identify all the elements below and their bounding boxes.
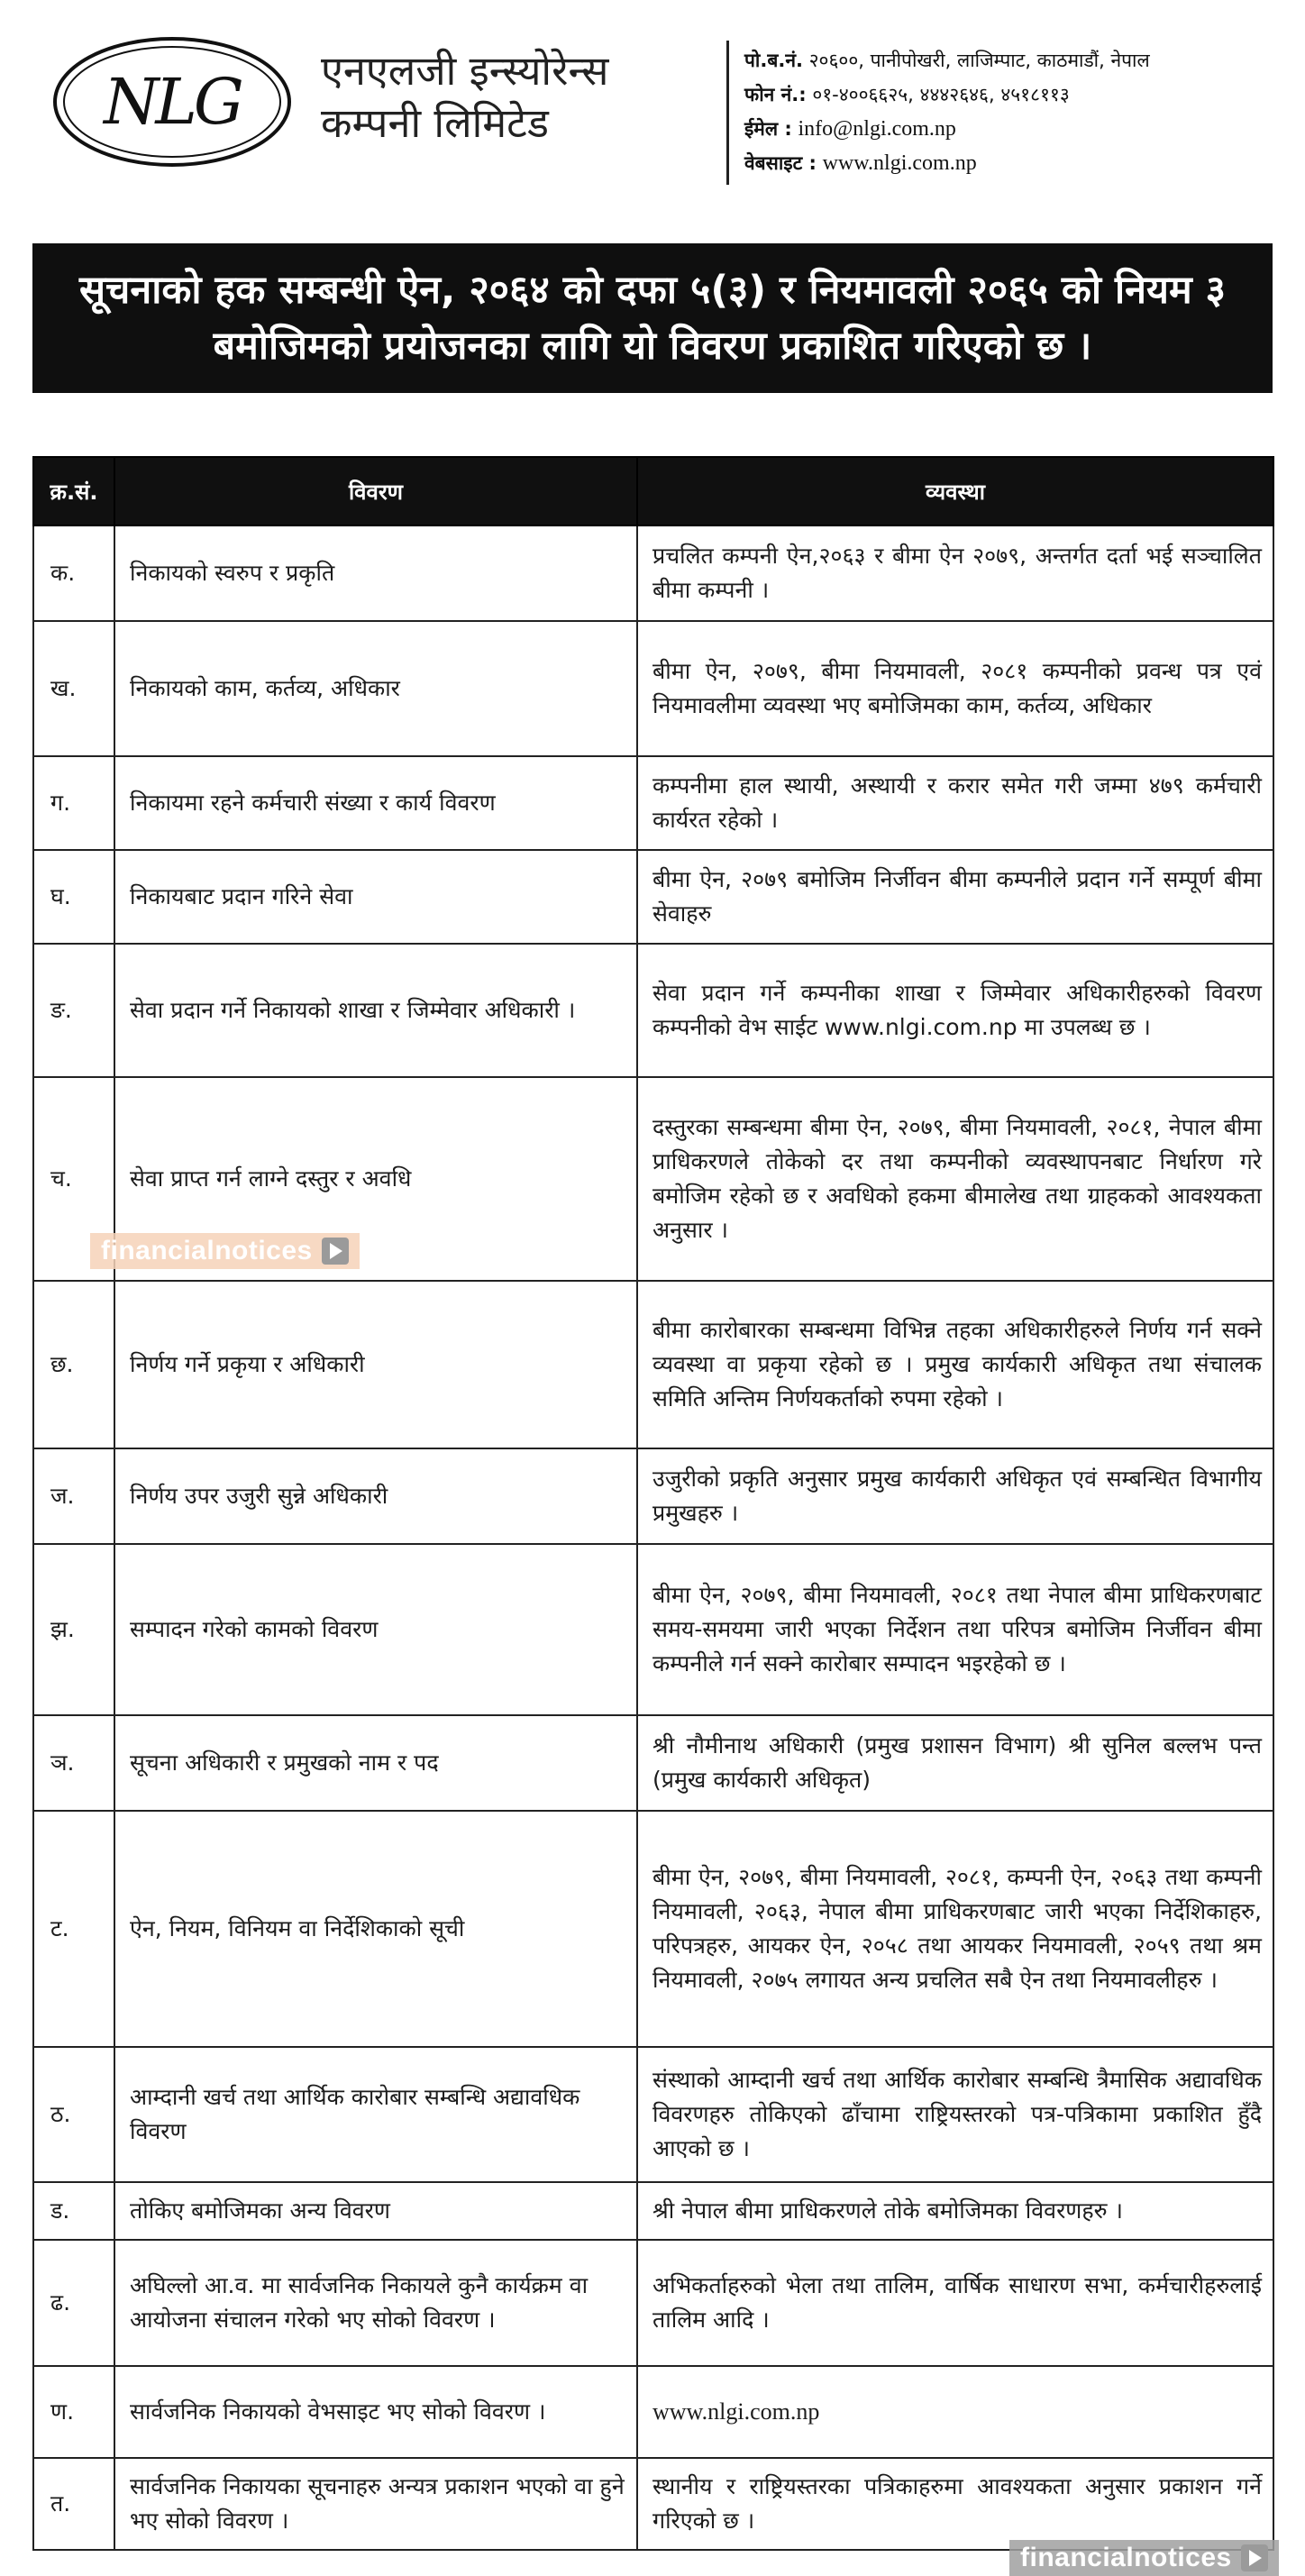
- table-row: [33, 944, 1273, 1077]
- table-row: [33, 2366, 1273, 2458]
- row-serial: छ.: [33, 1281, 114, 1448]
- row-description: सेवा प्रदान गर्ने निकायको शाखा र जिम्मेवार अधिकारी ।: [114, 944, 637, 1077]
- row-serial: झ.: [33, 1544, 114, 1715]
- watermark: [90, 1233, 360, 1269]
- watermark-text: financialnotices: [1020, 2543, 1232, 2572]
- row-serial: त.: [33, 2458, 114, 2550]
- row-arrangement: श्री नेपाल बीमा प्राधिकरणले तोके बमोजिमका विवरणहरु ।: [637, 2182, 1273, 2240]
- row-description: निर्णय गर्ने प्रकृया र अधिकारी: [114, 1281, 637, 1448]
- row-serial: ढ.: [33, 2240, 114, 2366]
- row-arrangement: बीमा ऐन, २०७९, बीमा नियमावली, २०८१ तथा नेपाल बीमा प्राधिकरणबाट समय-समयमा जारी भएका निर्देशन तथा परिपत्र बमोजिम निर्जीवन बीमा कम्पनीले गर्न सक्ने कारोबार सम्पादन भइरहेको छ ।: [637, 1544, 1273, 1715]
- table-row: [33, 2240, 1273, 2366]
- watermark-text: financialnotices: [101, 1236, 313, 1265]
- contact-label: वेबसाइट :: [744, 152, 817, 174]
- banner-title: सूचनाको हक सम्बन्धी ऐन, २०६४ को दफा ५(३) र नियमावली २०६५ को नियम ३ बमोजिमको प्रयोजनका लागि यो विवरण प्रकाशित गरिएको छ ।: [78, 268, 1227, 369]
- row-arrangement: दस्तुरका सम्बन्धमा बीमा ऐन, २०७९, बीमा नियमावली, २०८१, नेपाल बीमा प्राधिकरणले तोकेको दर तथा कम्पनीको व्यवस्थापनबाट निर्धारण गरे बमोजिम रहेको छ र अवधिको हकमा बीमालेख तथा ग्राहकको आवश्यकता अनुसार ।: [637, 1077, 1273, 1281]
- email-link[interactable]: info@nlgi.com.np: [798, 117, 956, 141]
- contact-value: ०१-४००६६२५, ४४४२६४६, ४५१८११३: [812, 84, 1070, 105]
- title-banner: [32, 243, 1273, 393]
- row-description: सूचना अधिकारी र प्रमुखको नाम र पद: [114, 1715, 637, 1811]
- table-row: [33, 1544, 1273, 1715]
- row-arrangement: सेवा प्रदान गर्ने कम्पनीका शाखा र जिम्मेवार अधिकारीहरुको विवरण कम्पनीको वेभ साईट www.nlgi.com.np मा उपलब्ध छ ।: [637, 944, 1273, 1077]
- header-divider: [726, 41, 729, 185]
- row-serial: ड.: [33, 2182, 114, 2240]
- row-serial: ट.: [33, 1811, 114, 2047]
- company-logo: [50, 34, 294, 169]
- row-description: निर्णय उपर उजुरी सुन्ने अधिकारी: [114, 1448, 637, 1544]
- company-name-line2: कम्पनी लिमिटेड: [321, 99, 549, 147]
- row-serial: ख.: [33, 621, 114, 756]
- contact-email: [744, 112, 1276, 146]
- row-serial: घ.: [33, 850, 114, 944]
- header-serial: क्र.सं.: [33, 457, 114, 525]
- row-serial: च.: [33, 1077, 114, 1281]
- table-row: [33, 1715, 1273, 1811]
- table-header-row: [33, 457, 1273, 525]
- table-row: [33, 525, 1273, 621]
- row-arrangement: बीमा ऐन, २०७९, बीमा नियमावली, २०८१ कम्पनीको प्रवन्ध पत्र एवं नियमावलीमा व्यवस्था भए बमोजिमका काम, कर्तव्य, अधिकार: [637, 621, 1273, 756]
- table-row: [33, 2458, 1273, 2550]
- table-row: [33, 1448, 1273, 1544]
- row-description: निकायको स्वरुप र प्रकृति: [114, 525, 637, 621]
- contact-block: [744, 43, 1276, 180]
- play-icon: [322, 1238, 349, 1265]
- table-row: [33, 621, 1273, 756]
- row-arrangement: स्थानीय र राष्ट्रियस्तरका पत्रिकाहरुमा आवश्यकता अनुसार प्रकाशन गर्ने गरिएको छ ।: [637, 2458, 1273, 2550]
- row-description: निकायबाट प्रदान गरिने सेवा: [114, 850, 637, 944]
- row-description: सेवा प्राप्त गर्न लाग्ने दस्तुर र अवधि: [114, 1077, 637, 1281]
- website-link[interactable]: www.nlgi.com.np: [637, 2366, 1273, 2458]
- logo-text: NLG: [104, 65, 241, 139]
- watermark: [1009, 2540, 1279, 2576]
- row-serial: ङ.: [33, 944, 114, 1077]
- row-serial: ठ.: [33, 2047, 114, 2182]
- row-arrangement: बीमा ऐन, २०७९ बमोजिम निर्जीवन बीमा कम्पनीले प्रदान गर्ने सम्पूर्ण बीमा सेवाहरु: [637, 850, 1273, 944]
- row-description: आम्दानी खर्च तथा आर्थिक कारोबार सम्बन्धि अद्यावधिक विवरण: [114, 2047, 637, 2182]
- contact-value: २०६००, पानीपोखरी, लाजिम्पाट, काठमाडौं, नेपाल: [808, 50, 1150, 71]
- row-description: निकायको काम, कर्तव्य, अधिकार: [114, 621, 637, 756]
- row-arrangement: संस्थाको आम्दानी खर्च तथा आर्थिक कारोबार सम्बन्धि त्रैमासिक अद्यावधिक विवरणहरु तोकिएको ढाँचामा राष्ट्रियस्तरको पत्र-पत्रिकामा प्रकाशित हुँदै आएको छ ।: [637, 2047, 1273, 2182]
- row-serial: क.: [33, 525, 114, 621]
- row-description: सार्वजनिक निकायका सूचनाहरु अन्यत्र प्रकाशन भएको वा हुने भए सोको विवरण ।: [114, 2458, 637, 2550]
- row-arrangement: श्री नौमीनाथ अधिकारी (प्रमुख प्रशासन विभाग) श्री सुनिल बल्लभ पन्त (प्रमुख कार्यकारी अधिकृत): [637, 1715, 1273, 1811]
- contact-address: [744, 43, 1276, 78]
- row-serial: ञ.: [33, 1715, 114, 1811]
- info-table-wrapper: [32, 456, 1273, 2551]
- play-icon: [1241, 2544, 1268, 2571]
- contact-label: ईमेल :: [744, 118, 792, 140]
- table-row: [33, 756, 1273, 850]
- row-description: सम्पादन गरेको कामको विवरण: [114, 1544, 637, 1715]
- header-arrangement: व्यवस्था: [637, 457, 1273, 525]
- company-name: [321, 45, 708, 150]
- table-row: [33, 1281, 1273, 1448]
- row-description: अघिल्लो आ.व. मा सार्वजनिक निकायले कुनै कार्यक्रम वा आयोजना संचालन गरेको भए सोको विवरण ।: [114, 2240, 637, 2366]
- row-serial: ज.: [33, 1448, 114, 1544]
- row-serial: ग.: [33, 756, 114, 850]
- row-arrangement: कम्पनीमा हाल स्थायी, अस्थायी र करार समेत गरी जम्मा ४७९ कर्मचारी कार्यरत रहेको ।: [637, 756, 1273, 850]
- contact-website: [744, 146, 1276, 180]
- website-link[interactable]: www.nlgi.com.np: [822, 151, 977, 175]
- row-description: निकायमा रहने कर्मचारी संख्या र कार्य विवरण: [114, 756, 637, 850]
- row-arrangement: उजुरीको प्रकृति अनुसार प्रमुख कार्यकारी अधिकृत एवं सम्बन्धित विभागीय प्रमुखहरु ।: [637, 1448, 1273, 1544]
- contact-label: पो.ब.नं.: [744, 50, 803, 71]
- row-arrangement: बीमा कारोबारका सम्बन्धमा विभिन्न तहका अधिकारीहरुले निर्णय गर्न सक्ने व्यवस्था वा प्रकृया रहेको छ । प्रमुख कार्यकारी अधिकृत तथा संचालक समिति अन्तिम निर्णयकर्ताको रुपमा रहेको ।: [637, 1281, 1273, 1448]
- row-arrangement: प्रचलित कम्पनी ऐन,२०६३ र बीमा ऐन २०७९, अन्तर्गत दर्ता भई सञ्चालित बीमा कम्पनी ।: [637, 525, 1273, 621]
- table-row: [33, 2182, 1273, 2240]
- company-name-line1: एनएलजी इन्स्योरेन्स: [321, 47, 609, 95]
- header-description: विवरण: [114, 457, 637, 525]
- row-serial: ण.: [33, 2366, 114, 2458]
- row-arrangement: अभिकर्ताहरुको भेला तथा तालिम, वार्षिक साधारण सभा, कर्मचारीहरुलाई तालिम आदि ।: [637, 2240, 1273, 2366]
- contact-label: फोन नं.:: [744, 84, 807, 105]
- info-table: [32, 456, 1274, 2551]
- row-arrangement: बीमा ऐन, २०७९, बीमा नियमावली, २०८१, कम्पनी ऐन, २०६३ तथा कम्पनी नियमावली, २०६३, नेपाल बीमा प्राधिकरणबाट जारी भएका निर्देशिकाहरु, परिपत्रहरु, आयकर ऐन, २०५८ तथा आयकर नियमावली, २०५९ तथा श्रम नियमावली, २०७५ लगायत अन्य प्रचलित सबै ऐन तथा नियमावलीहरु ।: [637, 1811, 1273, 2047]
- letterhead: [32, 18, 1273, 198]
- contact-phone: [744, 78, 1276, 112]
- row-description: तोकिए बमोजिमका अन्य विवरण: [114, 2182, 637, 2240]
- table-row: [33, 1811, 1273, 2047]
- row-description: ऐन, नियम, विनियम वा निर्देशिकाको सूची: [114, 1811, 637, 2047]
- row-description: सार्वजनिक निकायको वेभसाइट भए सोको विवरण ।: [114, 2366, 637, 2458]
- table-row: [33, 2047, 1273, 2182]
- table-row: [33, 850, 1273, 944]
